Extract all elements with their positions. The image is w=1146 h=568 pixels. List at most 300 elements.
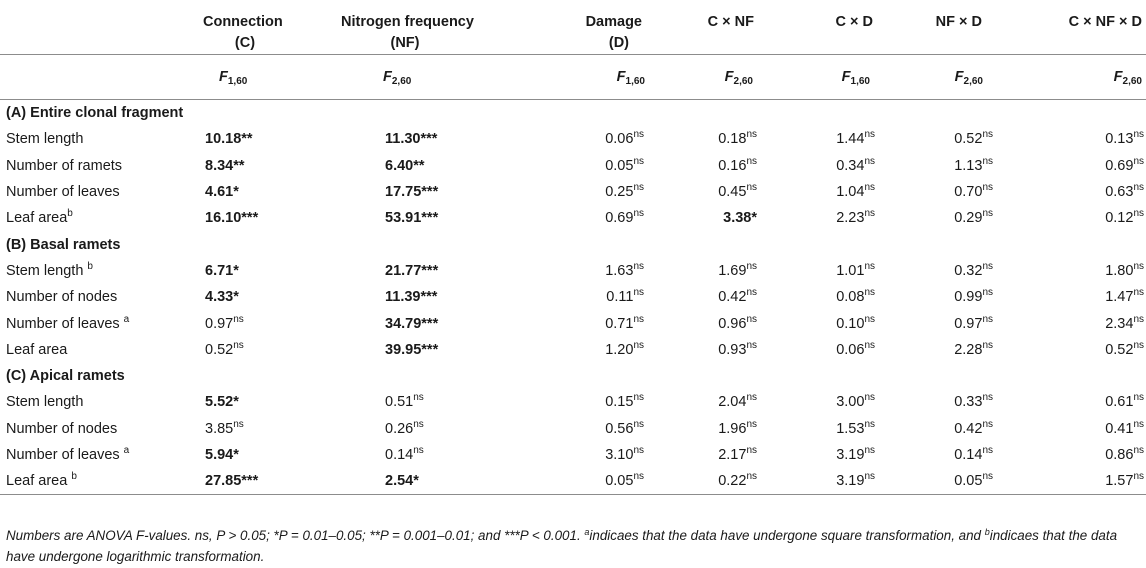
- cell-value: 2.34: [1105, 315, 1134, 332]
- table-cell: [335, 126, 538, 152]
- cell-significance: ns: [1133, 260, 1144, 272]
- cell-value: 0.22: [718, 473, 747, 490]
- cell-value: 0.97: [954, 315, 983, 332]
- cell-value: 1.04: [836, 184, 865, 201]
- table-row: [0, 337, 1146, 363]
- df-row: [0, 55, 1146, 100]
- cell-value: 8.34**: [205, 157, 245, 174]
- table-cell: [776, 179, 896, 205]
- cell-value: 0.99: [954, 289, 983, 306]
- header-damage: [538, 0, 658, 55]
- table-cell: [658, 153, 776, 179]
- cell-value: 10.18**: [205, 131, 253, 148]
- cell-significance: ns: [633, 155, 644, 167]
- cell-significance: ns: [982, 471, 993, 483]
- cell-significance: ns: [746, 182, 757, 194]
- cell-value: 0.08: [836, 289, 865, 306]
- cell-value: 0.86: [1105, 447, 1134, 463]
- cell-significance: ns: [982, 313, 993, 325]
- table-cell: [1016, 179, 1146, 205]
- table-cell: [538, 310, 658, 336]
- table-cell: [658, 389, 776, 415]
- table-cell: [335, 442, 538, 468]
- row-label: [0, 310, 197, 336]
- table-row: [0, 258, 1146, 284]
- table-cell: [776, 337, 896, 363]
- cell-significance: ns: [746, 287, 757, 299]
- table-cell: [776, 468, 896, 495]
- table-cell: [538, 284, 658, 310]
- cell-value: 0.93: [718, 341, 747, 358]
- cell-value: 3.85: [205, 420, 234, 437]
- cell-value: 2.23: [836, 210, 865, 227]
- cell-significance: ns: [982, 155, 993, 167]
- table-row: [0, 179, 1146, 205]
- cell-value: 17.75***: [385, 184, 439, 201]
- df-f-label: F: [1113, 69, 1123, 85]
- cell-significance: ns: [1133, 471, 1144, 483]
- table-cell: [197, 442, 335, 468]
- cell-significance: ns: [413, 445, 424, 456]
- cell-significance: ns: [982, 287, 993, 299]
- table-cell: [896, 442, 1016, 468]
- row-label-text: Stem length: [6, 131, 84, 148]
- cell-significance: ns: [982, 129, 993, 141]
- table-cell: [538, 416, 658, 442]
- row-label-sup: b: [67, 208, 73, 220]
- row-label: [0, 442, 197, 468]
- section-header-row: [0, 100, 1146, 127]
- cell-significance: ns: [864, 129, 875, 141]
- cell-significance: ns: [633, 418, 644, 430]
- cell-significance: ns: [1133, 208, 1144, 220]
- cell-significance: ns: [633, 208, 644, 220]
- df-f-label: F: [383, 69, 392, 85]
- footnote-sup-a: a: [584, 527, 590, 537]
- cell-value: 0.69: [1105, 157, 1134, 174]
- footnote-text-2: indicaes that the data have undergone square transformation, and: [589, 528, 985, 543]
- cell-value: 1.63: [605, 262, 634, 279]
- table-cell: [658, 284, 776, 310]
- cell-value: 0.42: [954, 420, 983, 437]
- header-line2: (NF): [390, 35, 420, 51]
- table-row: [0, 310, 1146, 336]
- header-line2: (D): [608, 35, 629, 51]
- cell-value: 0.56: [605, 420, 634, 437]
- cell-significance: ns: [982, 208, 993, 220]
- cell-value: 0.41: [1105, 420, 1134, 437]
- cell-significance: ns: [746, 339, 757, 351]
- table-cell: [776, 310, 896, 336]
- cell-value: 21.77***: [385, 262, 439, 279]
- cell-significance: ns: [864, 208, 875, 220]
- df-degrees: 1,60: [625, 76, 645, 87]
- cell-value: 34.79***: [385, 315, 439, 332]
- cell-significance: ns: [746, 392, 757, 404]
- cell-significance: ns: [1133, 182, 1144, 194]
- footnote-text-1: Numbers are ANOVA F-values. ns, P > 0.05; *P = 0.01–0.05; **P = 0.001–0.01; and ***P < 0.001.: [6, 528, 585, 543]
- cell-significance: ns: [864, 287, 875, 299]
- table-cell: [896, 468, 1016, 495]
- table-cell: [538, 126, 658, 152]
- table-cell: [658, 416, 776, 442]
- row-label-sup: b: [87, 260, 93, 272]
- header-line1: C × D: [835, 14, 873, 30]
- cell-significance: ns: [864, 418, 875, 430]
- row-label-text: Leaf area: [6, 473, 72, 490]
- table-cell: [776, 258, 896, 284]
- header-c-x-nf-x-d: [1016, 0, 1146, 55]
- section-title: (C) Apical ramets: [6, 368, 125, 385]
- table-cell: [197, 126, 335, 152]
- row-label: [0, 416, 197, 442]
- df-cell: [776, 55, 896, 100]
- cell-value: 1.20: [605, 341, 634, 358]
- table-cell: [896, 179, 1016, 205]
- table-cell: [335, 416, 538, 442]
- header-nf-x-d: [896, 0, 1016, 55]
- cell-significance: ns: [1133, 445, 1144, 456]
- row-label-sup: a: [123, 445, 130, 456]
- cell-value: 2.54*: [385, 473, 419, 490]
- row-label: [0, 337, 197, 363]
- df-degrees: 1,60: [227, 76, 248, 87]
- cell-value: 0.06: [836, 341, 865, 358]
- table-cell: [896, 153, 1016, 179]
- cell-value: 0.96: [718, 315, 747, 332]
- cell-significance: ns: [864, 392, 875, 404]
- table-cell: [776, 153, 896, 179]
- table-cell: [1016, 310, 1146, 336]
- cell-value: 1.53: [836, 420, 865, 437]
- cell-value: 0.25: [605, 184, 634, 201]
- df-cell: [1016, 55, 1146, 100]
- row-label-sup: a: [123, 313, 130, 325]
- table-cell: [1016, 442, 1146, 468]
- cell-value: 1.44: [836, 131, 865, 148]
- table-cell: [335, 205, 538, 231]
- cell-significance: ns: [864, 339, 875, 351]
- table-cell: [776, 205, 896, 231]
- df-f-label: F: [616, 69, 626, 85]
- cell-value: 5.52*: [205, 394, 239, 411]
- cell-significance: ns: [864, 445, 875, 456]
- df-degrees: 1,60: [850, 76, 870, 87]
- table-cell: [896, 310, 1016, 336]
- cell-significance: ns: [746, 418, 757, 430]
- row-label: [0, 258, 197, 284]
- table-row: [0, 153, 1146, 179]
- table-cell: [538, 179, 658, 205]
- cell-significance: ns: [864, 155, 875, 167]
- cell-significance: ns: [1133, 339, 1144, 351]
- cell-value: 0.06: [605, 131, 634, 148]
- cell-significance: ns: [864, 313, 875, 325]
- df-degrees: 2,60: [1122, 76, 1142, 87]
- cell-value: 0.12: [1105, 210, 1134, 227]
- table-cell: [335, 258, 538, 284]
- table-cell: [1016, 389, 1146, 415]
- table-cell: [538, 205, 658, 231]
- df-degrees: 2,60: [963, 76, 983, 87]
- cell-significance: ns: [746, 445, 757, 456]
- cell-value: 0.16: [718, 157, 747, 174]
- df-cell: [335, 55, 538, 100]
- table-cell: [538, 442, 658, 468]
- header-line1: Damage: [585, 14, 642, 30]
- header-row: [0, 0, 1146, 55]
- table-cell: [896, 337, 1016, 363]
- cell-value: 0.70: [954, 184, 983, 201]
- footnote-text-3: indicaes that the data have undergone logarithmic transformation.: [6, 528, 1118, 564]
- header-c-x-nf: [658, 0, 776, 55]
- cell-value: 0.61: [1105, 394, 1134, 411]
- row-label-text: Stem length: [6, 262, 88, 279]
- cell-significance: ns: [633, 313, 644, 325]
- cell-significance: ns: [1133, 313, 1144, 325]
- cell-value: 3.19: [836, 447, 865, 463]
- cell-value: 1.96: [718, 420, 747, 437]
- cell-significance: ns: [233, 418, 244, 430]
- cell-value: 0.52: [1105, 341, 1134, 358]
- cell-value: 0.63: [1105, 184, 1134, 201]
- cell-value: 0.05: [605, 473, 634, 490]
- table-row: [0, 389, 1146, 415]
- header-line1: Connection: [203, 14, 283, 30]
- row-label: [0, 284, 197, 310]
- section-header-row: [0, 363, 1146, 389]
- table-cell: [197, 337, 335, 363]
- table-cell: [1016, 126, 1146, 152]
- header-nitrogen-frequency: [335, 0, 538, 55]
- cell-significance: ns: [746, 313, 757, 325]
- cell-value: 11.39***: [385, 289, 438, 306]
- df-cell: [896, 55, 1016, 100]
- header-line1: NF × D: [935, 14, 982, 30]
- cell-value: 1.13: [954, 157, 983, 174]
- df-cell: [538, 55, 658, 100]
- table-cell: [658, 258, 776, 284]
- cell-significance: ns: [982, 182, 993, 194]
- cell-value: 0.14: [385, 447, 414, 463]
- cell-significance: ns: [864, 471, 875, 483]
- table-cell: [776, 126, 896, 152]
- cell-value: 0.33: [954, 394, 983, 411]
- row-label-text: Number of leaves: [6, 184, 120, 201]
- table-cell: [197, 153, 335, 179]
- table-cell: [776, 442, 896, 468]
- table-cell: [538, 153, 658, 179]
- cell-significance: ns: [633, 260, 644, 272]
- table-cell: [538, 337, 658, 363]
- cell-value: 6.71*: [205, 262, 239, 279]
- df-degrees: 2,60: [733, 76, 753, 87]
- cell-value: 11.30***: [385, 131, 438, 148]
- row-label-text: Number of ramets: [6, 157, 123, 174]
- table-cell: [1016, 153, 1146, 179]
- cell-significance: ns: [233, 313, 244, 325]
- row-label-text: Number of leaves: [6, 315, 124, 332]
- df-f-label: F: [219, 69, 228, 85]
- table-row: [0, 468, 1146, 495]
- cell-value: 1.57: [1105, 473, 1134, 490]
- cell-significance: ns: [746, 155, 757, 167]
- table-cell: [1016, 416, 1146, 442]
- table-cell: [197, 205, 335, 231]
- table-row: [0, 442, 1146, 468]
- cell-value: 0.71: [605, 315, 634, 332]
- cell-significance: ns: [633, 471, 644, 483]
- cell-value: 2.28: [954, 341, 983, 358]
- table-cell: [335, 284, 538, 310]
- cell-value: 0.52: [205, 341, 234, 358]
- table-cell: [197, 179, 335, 205]
- cell-value: 3.10: [605, 447, 634, 463]
- cell-value: 1.69: [718, 262, 747, 279]
- table-cell: [1016, 468, 1146, 495]
- table-cell: [896, 205, 1016, 231]
- table-cell: [658, 310, 776, 336]
- cell-significance: ns: [633, 392, 644, 404]
- row-label-sup: b: [71, 471, 77, 483]
- table-cell: [658, 337, 776, 363]
- cell-value: 0.10: [836, 315, 865, 332]
- row-label: [0, 205, 197, 231]
- cell-significance: ns: [1133, 418, 1144, 430]
- header-line1: C × NF: [707, 14, 754, 30]
- cell-significance: ns: [633, 445, 644, 456]
- table-cell: [776, 389, 896, 415]
- header-line1: Nitrogen frequency: [341, 14, 474, 30]
- cell-value: 0.18: [718, 131, 747, 148]
- cell-value: 0.05: [954, 473, 983, 490]
- df-f-label: F: [841, 69, 851, 85]
- cell-value: 0.45: [718, 184, 747, 201]
- table-cell: [776, 416, 896, 442]
- cell-significance: ns: [982, 445, 993, 456]
- cell-significance: ns: [1133, 392, 1144, 404]
- table-cell: [896, 284, 1016, 310]
- section-title: (B) Basal ramets: [6, 236, 121, 253]
- cell-value: 3.38*: [723, 210, 757, 227]
- table-cell: [658, 205, 776, 231]
- header-line1: C × NF × D: [1068, 14, 1142, 30]
- cell-value: 4.33*: [205, 289, 239, 306]
- cell-value: 0.29: [954, 210, 983, 227]
- cell-significance: ns: [746, 129, 757, 141]
- cell-value: 2.17: [718, 447, 747, 463]
- cell-significance: ns: [1133, 155, 1144, 167]
- table-cell: [197, 258, 335, 284]
- table-cell: [197, 416, 335, 442]
- table-cell: [1016, 258, 1146, 284]
- cell-significance: ns: [633, 287, 644, 299]
- table-cell: [896, 389, 1016, 415]
- table-cell: [538, 468, 658, 495]
- df-cell: [658, 55, 776, 100]
- row-label: [0, 468, 197, 495]
- cell-value: 0.42: [718, 289, 747, 306]
- cell-significance: ns: [864, 182, 875, 194]
- cell-value: 2.04: [718, 394, 747, 411]
- table-row: [0, 126, 1146, 152]
- cell-value: 1.80: [1105, 262, 1134, 279]
- row-label-text: Stem length: [6, 394, 84, 411]
- table-cell: [538, 389, 658, 415]
- header-blank: [0, 0, 197, 55]
- table-cell: [896, 416, 1016, 442]
- df-cell: [197, 55, 335, 100]
- cell-value: 0.97: [205, 315, 234, 332]
- table-cell: [335, 468, 538, 495]
- cell-value: 0.32: [954, 262, 983, 279]
- cell-value: 4.61*: [205, 184, 239, 201]
- table-row: [0, 284, 1146, 310]
- table-cell: [335, 179, 538, 205]
- cell-value: 16.10***: [205, 210, 259, 227]
- cell-value: 39.95***: [385, 341, 439, 358]
- table-cell: [776, 284, 896, 310]
- table-cell: [658, 442, 776, 468]
- cell-significance: ns: [982, 260, 993, 272]
- header-line2: (C): [234, 35, 256, 51]
- table-body: [0, 100, 1146, 495]
- cell-significance: ns: [1133, 129, 1144, 141]
- table-cell: [335, 337, 538, 363]
- table-cell: [197, 389, 335, 415]
- cell-significance: ns: [982, 339, 993, 351]
- cell-significance: ns: [633, 339, 644, 351]
- cell-value: 0.52: [954, 131, 983, 148]
- table-cell: [1016, 205, 1146, 231]
- row-label-text: Leaf area: [6, 341, 68, 358]
- table-cell: [197, 310, 335, 336]
- table-cell: [538, 258, 658, 284]
- cell-significance: ns: [633, 182, 644, 194]
- cell-value: 0.69: [605, 210, 634, 227]
- cell-value: 0.11: [606, 289, 634, 306]
- cell-value: 0.13: [1105, 131, 1134, 148]
- cell-value: 3.00: [836, 394, 865, 411]
- row-label-text: Number of nodes: [6, 420, 118, 437]
- cell-value: 0.51: [385, 394, 414, 411]
- table-cell: [335, 310, 538, 336]
- cell-value: 3.19: [836, 473, 865, 490]
- table-cell: [197, 284, 335, 310]
- cell-value: 6.40**: [385, 157, 425, 174]
- table-cell: [1016, 284, 1146, 310]
- cell-value: 0.15: [605, 394, 634, 411]
- section-title: (A) Entire clonal fragment: [6, 105, 184, 122]
- cell-value: 1.01: [836, 262, 865, 279]
- cell-value: 1.47: [1105, 289, 1134, 306]
- cell-value: 5.94*: [205, 447, 239, 463]
- row-label: [0, 153, 197, 179]
- header-c-x-d: [776, 0, 896, 55]
- row-label: [0, 126, 197, 152]
- table-cell: [658, 468, 776, 495]
- section-header-row: [0, 231, 1146, 257]
- cell-value: 0.14: [954, 447, 983, 463]
- cell-value: 0.05: [605, 157, 634, 174]
- df-f-label: F: [954, 69, 964, 85]
- cell-significance: ns: [864, 260, 875, 272]
- cell-value: 27.85***: [205, 473, 259, 490]
- table-cell: [658, 179, 776, 205]
- table-cell: [335, 153, 538, 179]
- cell-significance: ns: [982, 418, 993, 430]
- cell-value: 0.26: [385, 420, 414, 437]
